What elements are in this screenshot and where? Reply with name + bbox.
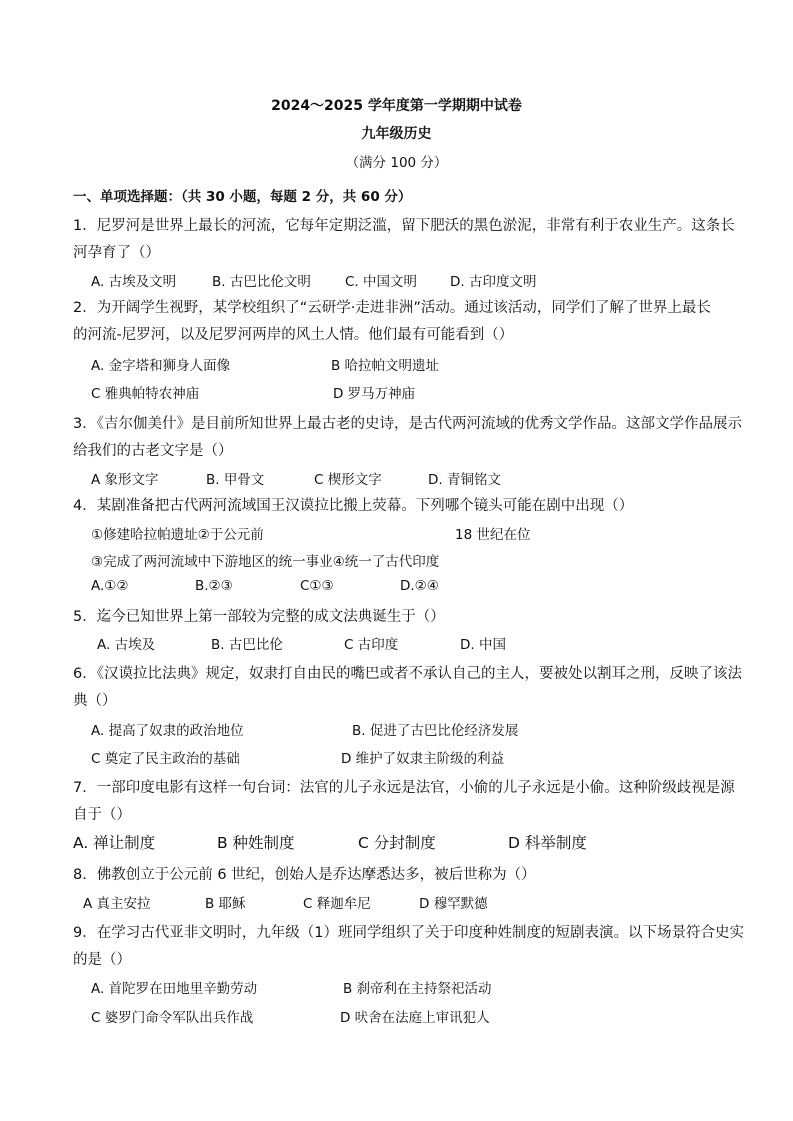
question-6-option-a: A. 提高了奴隶的政治地位 — [91, 723, 244, 739]
question-2-line-1: 2．为开阔学生视野，某学校组织了“云研学·走进非洲”活动。通过该活动，同学们了解了世界上最长 — [73, 300, 711, 316]
question-4-option-d: D.②④ — [400, 578, 439, 594]
question-9-option-b: B 刹帝利在主持祭祀活动 — [343, 981, 492, 997]
question-6-option-d: D 维护了奴隶主阶级的利益 — [341, 751, 505, 767]
question-3-line-2: 给我们的古老文字是（） — [73, 443, 233, 459]
question-3-option-c: C 楔形文字 — [314, 472, 382, 488]
question-6-line-1: 6．《汉谟拉比法典》规定，奴隶打自由民的嘴巴或者不承认自己的主人，要被处以割耳之刑，反映了该法 — [73, 666, 742, 682]
question-3-option-a: A 象形文字 — [91, 472, 159, 488]
question-8-option-d: D 穆罕默德 — [419, 896, 488, 912]
question-8-line-1: 8．佛教创立于公元前 6 世纪，创始人是乔达摩悉达多，被后世称为（） — [73, 867, 536, 883]
question-7-option-d: D 科举制度 — [508, 834, 587, 852]
question-9-option-d: D 吠舍在法庭上审讯犯人 — [340, 1010, 490, 1026]
question-5-option-a: A. 古埃及 — [97, 637, 156, 653]
question-2-line-2: 的河流-尼罗河，以及尼罗河两岸的风土人情。他们最有可能看到（） — [73, 327, 514, 343]
question-4-line-1: 4．某剧准备把古代两河流域国王汉谟拉比搬上荧幕。下列哪个镜头可能在剧中出现（） — [73, 498, 634, 514]
question-8-option-a: A 真主安拉 — [83, 896, 151, 912]
question-2-option-c: C 雅典帕特农神庙 — [91, 386, 200, 402]
question-8-option-b: B 耶稣 — [205, 896, 246, 912]
question-5-line-1: 5．迄今已知世界上第一部较为完整的成文法典诞生于（） — [73, 609, 445, 625]
question-4-statement-3: ③完成了两河流域中下游地区的统一事业④统一了古代印度 — [91, 554, 440, 570]
question-3-option-b: B. 甲骨文 — [206, 472, 265, 488]
question-6-option-b: B. 促进了古巴比伦经济发展 — [352, 723, 519, 739]
question-2-option-a: A. 金字塔和狮身人面像 — [91, 358, 231, 374]
question-1-option-b: B. 古巴比伦文明 — [212, 274, 311, 290]
question-2-option-b: B 哈拉帕文明遗址 — [331, 358, 440, 374]
question-1-line-1: 1．尼罗河是世界上最长的河流，它每年定期泛滥，留下肥沃的黑色淤泥，非常有利于农业生产。这条长 — [73, 218, 735, 234]
question-3-line-1: 3．《吉尔伽美什》是目前所知世界上最古老的史诗，是古代两河流域的优秀文学作品。这部文学作品展示 — [73, 416, 742, 432]
question-7-line-1: 7．一部印度电影有这样一句台词：法官的儿子永远是法官，小偷的儿子永远是小偷。这种阶级歧视是源 — [73, 780, 735, 796]
question-7-option-b: B 种姓制度 — [217, 834, 295, 852]
question-6-line-2: 典（） — [73, 693, 117, 709]
question-1-option-d: D. 古印度文明 — [450, 274, 537, 290]
exam-subject: 九年级历史 — [361, 126, 432, 142]
question-5-option-b: B. 古巴比伦 — [211, 637, 283, 653]
question-9-option-a: A. 首陀罗在田地里辛勤劳动 — [91, 981, 258, 997]
question-1-option-a: A. 古埃及文明 — [91, 274, 177, 290]
question-4-option-b: B.②③ — [195, 578, 233, 594]
question-4-option-c: C①③ — [300, 578, 334, 594]
question-9-line-1: 9．在学习古代亚非文明时，九年级（1）班同学组织了关于印度种姓制度的短剧表演。以下场景符合史实 — [73, 925, 744, 941]
question-7-option-c: C 分封制度 — [358, 834, 436, 852]
question-9-option-c: C 婆罗门命令军队出兵作战 — [91, 1010, 254, 1026]
question-4-statement-1: ①修建哈拉帕遗址②于公元前 — [91, 527, 264, 543]
question-8-option-c: C 释迦牟尼 — [303, 896, 371, 912]
question-5-option-d: D. 中国 — [460, 637, 506, 653]
question-1-option-c: C. 中国文明 — [345, 274, 418, 290]
exam-full-score: （满分 100 分） — [345, 155, 448, 171]
question-7-line-2: 自于（） — [73, 807, 131, 823]
question-6-option-c: C 奠定了民主政治的基础 — [91, 751, 240, 767]
question-3-option-d: D. 青铜铭文 — [428, 472, 501, 488]
question-2-option-d: D 罗马万神庙 — [333, 386, 416, 402]
question-4-statement-2: 18 世纪在位 — [455, 527, 531, 543]
question-1-line-2: 河孕育了（） — [73, 245, 160, 261]
exam-title: 2024～2025 学年度第一学期期中试卷 — [271, 98, 522, 114]
question-5-option-c: C 古印度 — [344, 637, 399, 653]
question-9-line-2: 的是（） — [73, 952, 131, 968]
question-4-option-a: A.①② — [91, 578, 129, 594]
section-heading: 一、单项选择题：（共 30 小题，每题 2 分，共 60 分） — [73, 189, 412, 205]
question-7-option-a: A. 禅让制度 — [73, 834, 156, 852]
